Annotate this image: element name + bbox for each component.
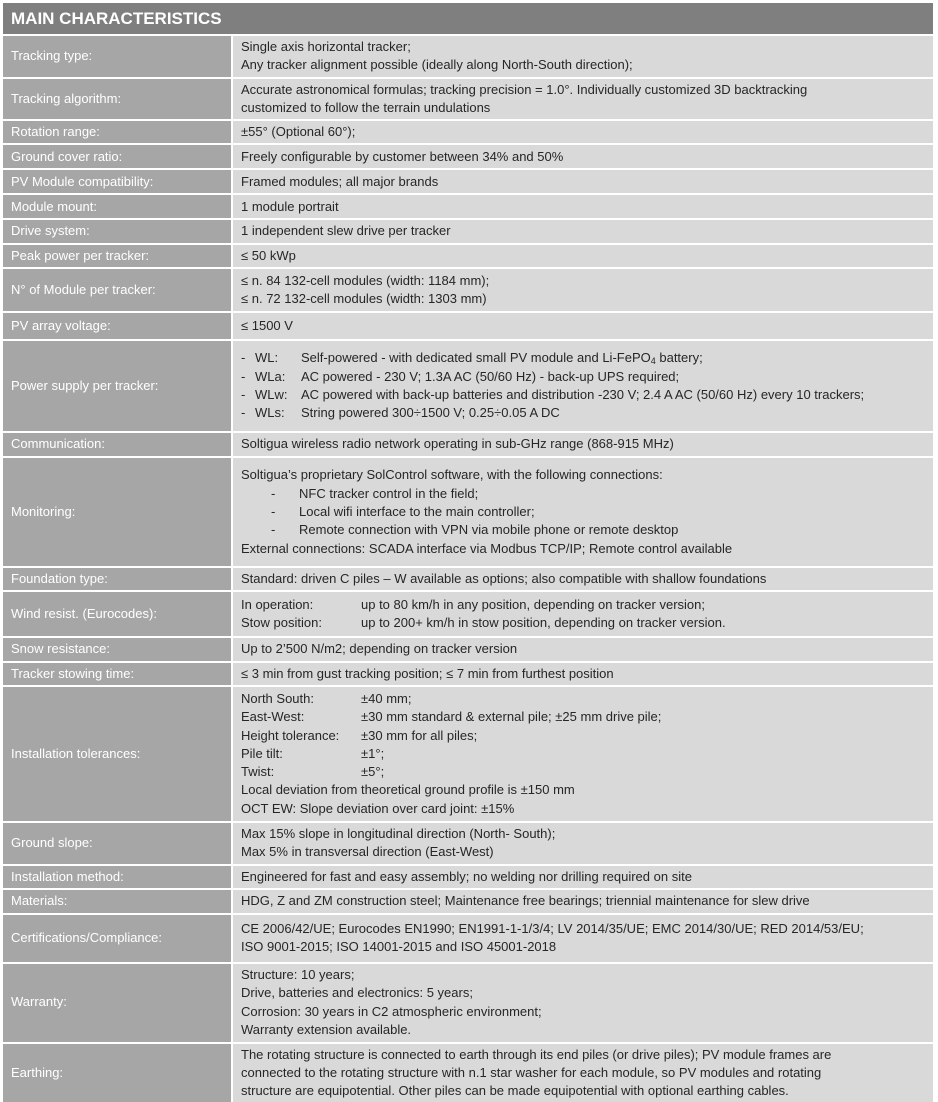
row-certifications bbox=[3, 915, 933, 964]
row-label: Tracking type: bbox=[3, 36, 233, 79]
row-value: ≤ 3 min from gust tracking position; ≤ 7 min from furthest position bbox=[233, 663, 933, 687]
value-line: Corrosion: 30 years in C2 atmospheric environment; bbox=[241, 1003, 542, 1019]
row-value: Standard: driven C piles – W available as options; also compatible with shallow foundations bbox=[233, 568, 933, 592]
bullet-dash: - bbox=[241, 350, 246, 366]
pair-value: ±30 mm standard & external pile; ±25 mm drive pile; bbox=[361, 709, 662, 725]
row-value: Framed modules; all major brands bbox=[233, 170, 933, 195]
value-line: Warranty extension available. bbox=[241, 1021, 412, 1037]
row-label: N° of Module per tracker: bbox=[3, 269, 233, 313]
subscript: 4 bbox=[650, 356, 656, 367]
power-option bbox=[241, 404, 925, 422]
row-label: Peak power per tracker: bbox=[3, 245, 233, 269]
row-communication bbox=[3, 433, 933, 458]
value-line: Max 5% in transversal direction (East-West) bbox=[241, 844, 494, 860]
value-line: External connections: SCADA interface via Modbus TCP/IP; Remote control available bbox=[241, 540, 733, 556]
pair-key: East-West: bbox=[241, 709, 305, 725]
row-label: Wind resist. (Eurocodes): bbox=[3, 592, 233, 638]
pair-value: ±40 mm; bbox=[361, 690, 412, 706]
pair-value: ±1°; bbox=[361, 745, 385, 761]
bullet-dash: - bbox=[241, 387, 246, 403]
row-ground-cover-ratio bbox=[3, 145, 933, 170]
power-text: AC powered - 230 V; 1.3A AC (50/60 Hz) - back-up UPS required; bbox=[301, 368, 680, 384]
pair-key: Twist: bbox=[241, 764, 275, 780]
value-line: OCT EW: Slope deviation over card joint: ±15% bbox=[241, 800, 515, 816]
row-foundation-type bbox=[3, 568, 933, 592]
row-value bbox=[233, 687, 933, 823]
bullet-dash: - bbox=[271, 485, 276, 501]
value-line: Accurate astronomical formulas; tracking precision = 1.0°. Individually customized 3D backtracking bbox=[241, 81, 808, 97]
row-label: Power supply per tracker: bbox=[3, 341, 233, 433]
value-line: Any tracker alignment possible (ideally along North-South direction); bbox=[241, 57, 633, 73]
row-pv-array-voltage bbox=[3, 313, 933, 341]
row-label: Materials: bbox=[3, 890, 233, 914]
pair-value: up to 80 km/h in any position, depending on tracker version; bbox=[361, 597, 705, 613]
pair-value: ±5°; bbox=[361, 764, 385, 780]
row-label: Drive system: bbox=[3, 220, 233, 244]
row-label: Tracker stowing time: bbox=[3, 663, 233, 687]
row-value: Up to 2’500 N/m2; depending on tracker version bbox=[233, 638, 933, 662]
value-line: Max 15% slope in longitudinal direction (North- South); bbox=[241, 826, 556, 842]
value-line: Drive, batteries and electronics: 5 years; bbox=[241, 985, 473, 1001]
row-label: Tracking algorithm: bbox=[3, 79, 233, 122]
row-label: Ground cover ratio: bbox=[3, 145, 233, 170]
characteristics-table bbox=[3, 36, 933, 1102]
row-value: 1 module portrait bbox=[233, 195, 933, 220]
pair-value: up to 200+ km/h in stow position, depending on tracker version. bbox=[361, 615, 726, 631]
value-line: structure are equipotential. Other piles can be made equipotential with optional earthing cables. bbox=[241, 1083, 789, 1099]
row-value bbox=[233, 592, 933, 638]
value-pair bbox=[241, 690, 925, 708]
row-drive-system bbox=[3, 220, 933, 244]
value-line: Single axis horizontal tracker; bbox=[241, 39, 411, 54]
connection-item bbox=[241, 485, 925, 503]
row-label: Installation method: bbox=[3, 866, 233, 890]
power-code: WLa: bbox=[255, 368, 286, 384]
power-code: WL: bbox=[255, 350, 279, 366]
row-label: Snow resistance: bbox=[3, 638, 233, 662]
row-label: Module mount: bbox=[3, 195, 233, 220]
power-text: AC powered with back-up batteries and distribution -230 V; 2.4 A AC (50/60 Hz) every 10 trackers; bbox=[301, 387, 865, 403]
row-modules-per-tracker bbox=[3, 269, 933, 313]
row-label: PV Module compatibility: bbox=[3, 170, 233, 195]
row-tracking-algorithm bbox=[3, 79, 933, 122]
row-label: Earthing: bbox=[3, 1044, 233, 1102]
pair-key: Stow position: bbox=[241, 615, 322, 631]
row-label: Warranty: bbox=[3, 964, 233, 1044]
row-earthing bbox=[3, 1044, 933, 1102]
row-wind-resistance bbox=[3, 592, 933, 638]
row-value: ≤ 50 kWp bbox=[233, 245, 933, 269]
row-ground-slope bbox=[3, 823, 933, 866]
row-stowing-time bbox=[3, 663, 933, 687]
row-label: Ground slope: bbox=[3, 823, 233, 866]
row-value bbox=[233, 1044, 933, 1102]
power-text-main: Self-powered - with dedicated small PV module and Li-FePO bbox=[301, 350, 651, 366]
row-warranty bbox=[3, 964, 933, 1044]
bullet-dash: - bbox=[241, 405, 246, 421]
section-title: MAIN CHARACTERISTICS bbox=[3, 3, 933, 34]
value-line: connected to the rotating structure with n.1 star washer for each module, so PV modules and rotating bbox=[241, 1064, 822, 1080]
value-line: ISO 9001-2015; ISO 14001-2015 and ISO 45001-2018 bbox=[241, 939, 557, 955]
row-monitoring bbox=[3, 458, 933, 568]
value-line: ≤ n. 72 132-cell modules (width: 1303 mm) bbox=[241, 291, 487, 307]
connection-item bbox=[241, 521, 925, 539]
row-value bbox=[233, 269, 933, 313]
connection-text: NFC tracker control in the field; bbox=[299, 485, 479, 501]
value-pair bbox=[241, 614, 925, 632]
row-pv-module-compatibility bbox=[3, 170, 933, 195]
connection-item bbox=[241, 503, 925, 521]
row-label: Monitoring: bbox=[3, 458, 233, 568]
power-code: WLw: bbox=[255, 387, 288, 403]
power-code: WLs: bbox=[255, 405, 285, 421]
value-line: CE 2006/42/UE; Eurocodes EN1990; EN1991-1-1/3/4; LV 2014/35/UE; EMC 2014/30/UE; RED 2014/53/EU; bbox=[241, 920, 864, 936]
value-line: Structure: 10 years; bbox=[241, 966, 355, 982]
power-option bbox=[241, 349, 925, 367]
connection-text: Remote connection with VPN via mobile phone or remote desktop bbox=[299, 522, 679, 538]
row-value: HDG, Z and ZM construction steel; Maintenance free bearings; triennial maintenance for slew drive bbox=[233, 890, 933, 914]
row-value bbox=[233, 964, 933, 1044]
value-line: Local deviation from theoretical ground profile is ±150 mm bbox=[241, 782, 575, 798]
row-tracking-type bbox=[3, 36, 933, 79]
power-text-tail: battery; bbox=[655, 350, 703, 366]
row-value bbox=[233, 823, 933, 866]
value-line: customized to follow the terrain undulations bbox=[241, 99, 491, 115]
row-value bbox=[233, 79, 933, 122]
pair-value: ±30 mm for all piles; bbox=[361, 727, 478, 743]
row-value bbox=[233, 36, 933, 79]
value-line: ≤ n. 84 132-cell modules (width: 1184 mm); bbox=[241, 272, 490, 288]
pair-key: Height tolerance: bbox=[241, 727, 340, 743]
row-rotation-range bbox=[3, 121, 933, 145]
value-pair bbox=[241, 596, 925, 614]
bullet-dash: - bbox=[271, 503, 276, 519]
row-value: Engineered for fast and easy assembly; no welding nor drilling required on site bbox=[233, 866, 933, 890]
value-line: Soltigua’s proprietary SolControl software, with the following connections: bbox=[241, 467, 663, 483]
value-pair bbox=[241, 763, 925, 781]
row-value: Soltigua wireless radio network operating in sub-GHz range (868-915 MHz) bbox=[233, 433, 933, 458]
pair-key: In operation: bbox=[241, 597, 314, 613]
bullet-dash: - bbox=[271, 522, 276, 538]
value-line: The rotating structure is connected to earth through its end piles (or drive piles); PV module frames are bbox=[241, 1046, 832, 1062]
row-module-mount bbox=[3, 195, 933, 220]
row-label: Certifications/Compliance: bbox=[3, 915, 233, 964]
value-pair bbox=[241, 745, 925, 763]
row-value bbox=[233, 915, 933, 964]
row-label: Rotation range: bbox=[3, 121, 233, 145]
row-value bbox=[233, 458, 933, 568]
characteristics-sheet bbox=[3, 3, 933, 1102]
power-text: String powered 300÷1500 V; 0.25÷0.05 A DC bbox=[301, 405, 560, 421]
row-value bbox=[233, 341, 933, 433]
value-pair bbox=[241, 708, 925, 726]
power-option bbox=[241, 368, 925, 386]
value-pair bbox=[241, 727, 925, 745]
row-snow-resistance bbox=[3, 638, 933, 662]
row-value: Freely configurable by customer between 34% and 50% bbox=[233, 145, 933, 170]
row-label: Installation tolerances: bbox=[3, 687, 233, 823]
pair-key: Pile tilt: bbox=[241, 745, 283, 761]
row-materials bbox=[3, 890, 933, 914]
row-installation-tolerances bbox=[3, 687, 933, 823]
row-value: ≤ 1500 V bbox=[233, 313, 933, 341]
pair-key: North South: bbox=[241, 690, 314, 706]
power-text bbox=[301, 349, 703, 367]
row-installation-method bbox=[3, 866, 933, 890]
row-power-supply bbox=[3, 341, 933, 433]
bullet-dash: - bbox=[241, 368, 246, 384]
row-label: PV array voltage: bbox=[3, 313, 233, 341]
connection-text: Local wifi interface to the main controller; bbox=[299, 503, 535, 519]
row-peak-power bbox=[3, 245, 933, 269]
row-value: 1 independent slew drive per tracker bbox=[233, 220, 933, 244]
row-label: Foundation type: bbox=[3, 568, 233, 592]
row-value: ±55° (Optional 60°); bbox=[233, 121, 933, 145]
row-label: Communication: bbox=[3, 433, 233, 458]
power-option bbox=[241, 386, 925, 404]
